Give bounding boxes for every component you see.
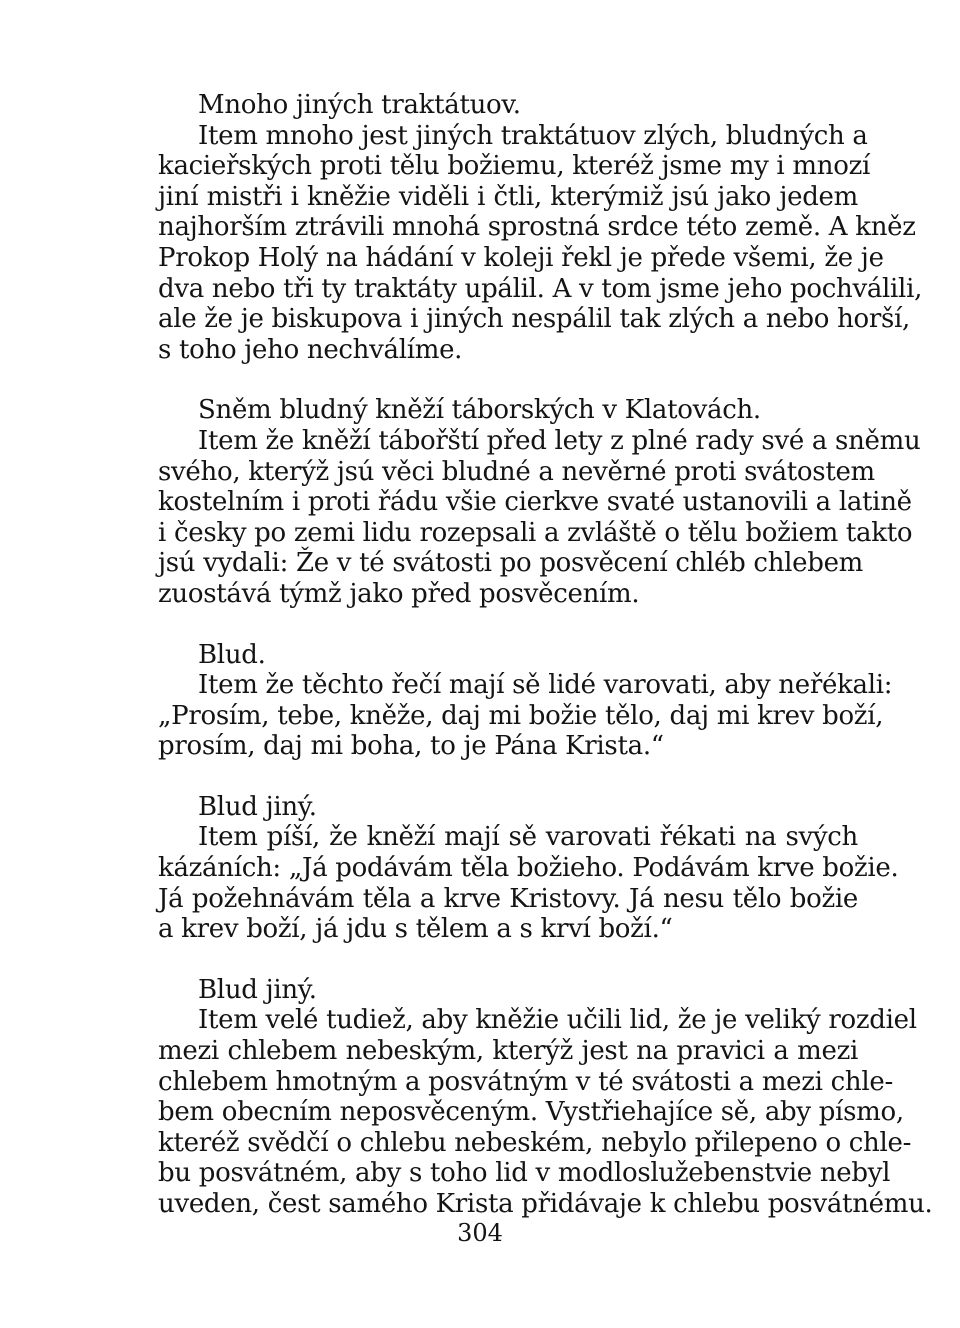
section (158, 974, 933, 1220)
section-heading: Blud jiný. (198, 791, 317, 822)
text-line: najhorším ztrávili mnohá sprostná srdce této země. A kněz (158, 212, 916, 243)
text-line: i česky po zemi lidu rozepsali a zvláště o tělu božiem takto (158, 517, 913, 548)
text-line: mezi chlebem nebeským, kterýž jest na pravici a mezi (158, 1036, 858, 1067)
text-line: zuostává týmž jako před posvěcením. (158, 578, 640, 609)
section (158, 90, 923, 365)
section-gap (158, 762, 858, 792)
section-gap (158, 365, 858, 395)
text-line: a krev boží, já jdu s tělem a s krví boží.“ (158, 914, 673, 945)
section-gap (158, 610, 858, 640)
text-line: Já požehnávám těla a krve Kristovy. Já nesu tělo božie (158, 883, 858, 914)
text-line: bem obecním neposvěceným. Vystřiehajíce sě, aby písmo, (158, 1097, 904, 1128)
text-line: s toho jeho nechválíme. (158, 334, 463, 365)
text-line: svého, kterýž jsú věci bludné a nevěrné proti svátostem (158, 456, 875, 487)
text-line: jsú vydali: Že v té svátosti po posvěcení chléb chlebem (158, 548, 864, 579)
text-line: kázáních: „Já podávám těla božieho. Podávám krve božie. (158, 853, 899, 884)
text-line: „Prosím, tebe, kněže, daj mi božie tělo, daj mi krev boží, (158, 700, 884, 731)
text-line: jiní mistři i kněžie viděli i čtli, kterýmiž jsú jako jedem (158, 181, 858, 212)
section (158, 791, 899, 945)
text-line: Item že kněží tábořští před lety z plné rady své a sněmu (198, 425, 921, 456)
text-line: bu posvátném, aby s toho lid v modloslužebenstvie nebyl (158, 1158, 891, 1189)
section-heading: Blud jiný. (198, 974, 317, 1005)
text-line: ale že je biskupova i jiných nespálil tak zlých a nebo horší, (158, 304, 911, 335)
section (158, 395, 921, 609)
page-body (158, 90, 933, 1220)
section-heading: Sněm bludný kněží táborských v Klatovách. (198, 395, 761, 426)
section-heading: Mnoho jiných traktátuov. (198, 90, 521, 120)
text-line: kacieřských proti tělu božiemu, kteréž jsme my i mnozí (158, 151, 870, 182)
text-line: kostelním i proti řádu všie cierkve svaté ustanovili a latině (158, 487, 912, 518)
section-heading: Blud. (198, 639, 266, 670)
section (158, 639, 893, 762)
section-gap (158, 945, 858, 975)
text-line: Item velé tudiež, aby kněžie učili lid, že je veliký rozdiel (198, 1005, 917, 1036)
text-line: dva nebo tři ty traktáty upálil. A v tom jsme jeho pochválili, (158, 273, 923, 304)
text-line: Item mnoho jest jiných traktátuov zlých, bludných a (198, 120, 868, 151)
text-line: uveden, čest samého Krista přidávaje k chlebu posvátnému. (158, 1189, 933, 1219)
text-line: prosím, daj mi boha, to je Pána Krista.“ (158, 731, 664, 762)
text-line: Item píší, že kněží mají sě varovati řékati na svých (198, 822, 858, 853)
text-line: kteréž svědčí o chlebu nebeském, nebylo přilepeno o chle- (158, 1127, 912, 1158)
text-line: Item že těchto řečí mají sě lidé varovati, aby neřékali: (198, 670, 893, 701)
text-line: Prokop Holý na hádání v koleji řekl je přede všemi, že je (158, 242, 884, 273)
text-line: chlebem hmotným a posvátným v té svátosti a mezi chle- (158, 1066, 893, 1097)
page-number: 304 (457, 1219, 503, 1247)
